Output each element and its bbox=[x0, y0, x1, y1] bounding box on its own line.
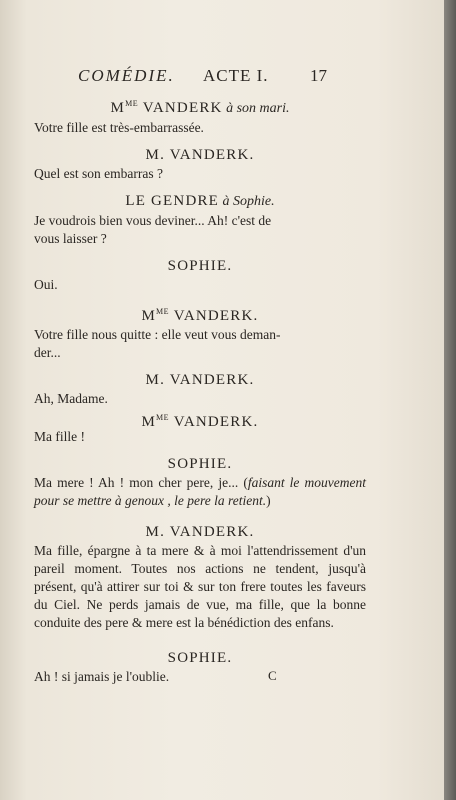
dialogue-line: Quel est son embarras ? bbox=[34, 166, 163, 181]
running-head-title: COMÉDIE. bbox=[78, 66, 175, 85]
dialogue-paragraph bbox=[34, 474, 366, 510]
dialogue-line: Je voudrois bien vous deviner... Ah! c'est de bbox=[34, 213, 272, 228]
dialogue-paragraph: Ma fille, épargne à ta mere & à moi l'attendrissement d'un pareil moment. Toutes nos actions ne tendent, jusqu'à présent, qu'à attirer sur toi & sur ton frere toutes les faveurs du Ciel. Ne perds jamais de vue, ma fille, que la bonne conduite des pere & mere est la bénédiction des enfans. bbox=[34, 543, 366, 630]
speaker-heading: M. VANDERK. bbox=[145, 524, 255, 540]
stage-direction: à Sophie. bbox=[219, 194, 275, 209]
speaker-name-superscript: ME bbox=[125, 99, 139, 108]
speaker-heading bbox=[34, 302, 366, 326]
dialogue-text: Ma mere ! Ah ! mon cher pere, je... ( bbox=[34, 475, 248, 490]
dialogue-line: Votre fille est très-embarrassée. bbox=[34, 120, 204, 135]
page-number: 17 bbox=[310, 66, 327, 85]
dialogue-line: Ma fille ! bbox=[34, 429, 85, 444]
speaker-name-superscript: ME bbox=[156, 413, 170, 422]
speaker-heading: M. VANDERK. bbox=[145, 147, 255, 163]
speaker-heading: SOPHIE. bbox=[167, 456, 233, 472]
stage-direction: à son mari. bbox=[222, 101, 290, 116]
dialogue-line: Votre fille nous quitte : elle veut vous deman- bbox=[34, 327, 281, 342]
speaker-heading bbox=[34, 191, 366, 212]
dialogue-line: der... bbox=[34, 345, 61, 360]
dialogue-line: Ah ! si jamais je l'oublie. bbox=[34, 669, 170, 684]
speaker-heading: SOPHIE. bbox=[167, 650, 233, 666]
speaker-name: LE GENDRE bbox=[125, 193, 220, 209]
speaker-name-superscript: ME bbox=[156, 307, 170, 316]
catchword: C bbox=[268, 668, 277, 683]
page-text bbox=[34, 92, 366, 686]
book-edge bbox=[444, 0, 456, 800]
speaker-name: VANDERK. bbox=[169, 414, 259, 430]
running-head bbox=[0, 66, 444, 92]
speaker-name: VANDERK bbox=[138, 100, 223, 116]
speaker-name-prefix: M bbox=[141, 308, 157, 324]
speaker-heading: SOPHIE. bbox=[167, 258, 233, 274]
speaker-heading: M. VANDERK. bbox=[145, 372, 255, 388]
stage-direction: faisant le mouvement pour se mettre à genoux , le pere la retient. bbox=[34, 475, 367, 508]
dialogue-line: Ah, Madame. bbox=[34, 391, 108, 406]
running-head-act: ACTE I. bbox=[203, 66, 269, 85]
speaker-name-prefix: M bbox=[110, 100, 126, 116]
speaker-name-prefix: M bbox=[141, 414, 157, 430]
speaker-heading bbox=[34, 94, 366, 119]
dialogue-text: ) bbox=[266, 493, 271, 508]
dialogue-line: vous laisser ? bbox=[34, 231, 107, 246]
dialogue-line: Oui. bbox=[34, 277, 58, 292]
speaker-name: VANDERK. bbox=[169, 308, 259, 324]
